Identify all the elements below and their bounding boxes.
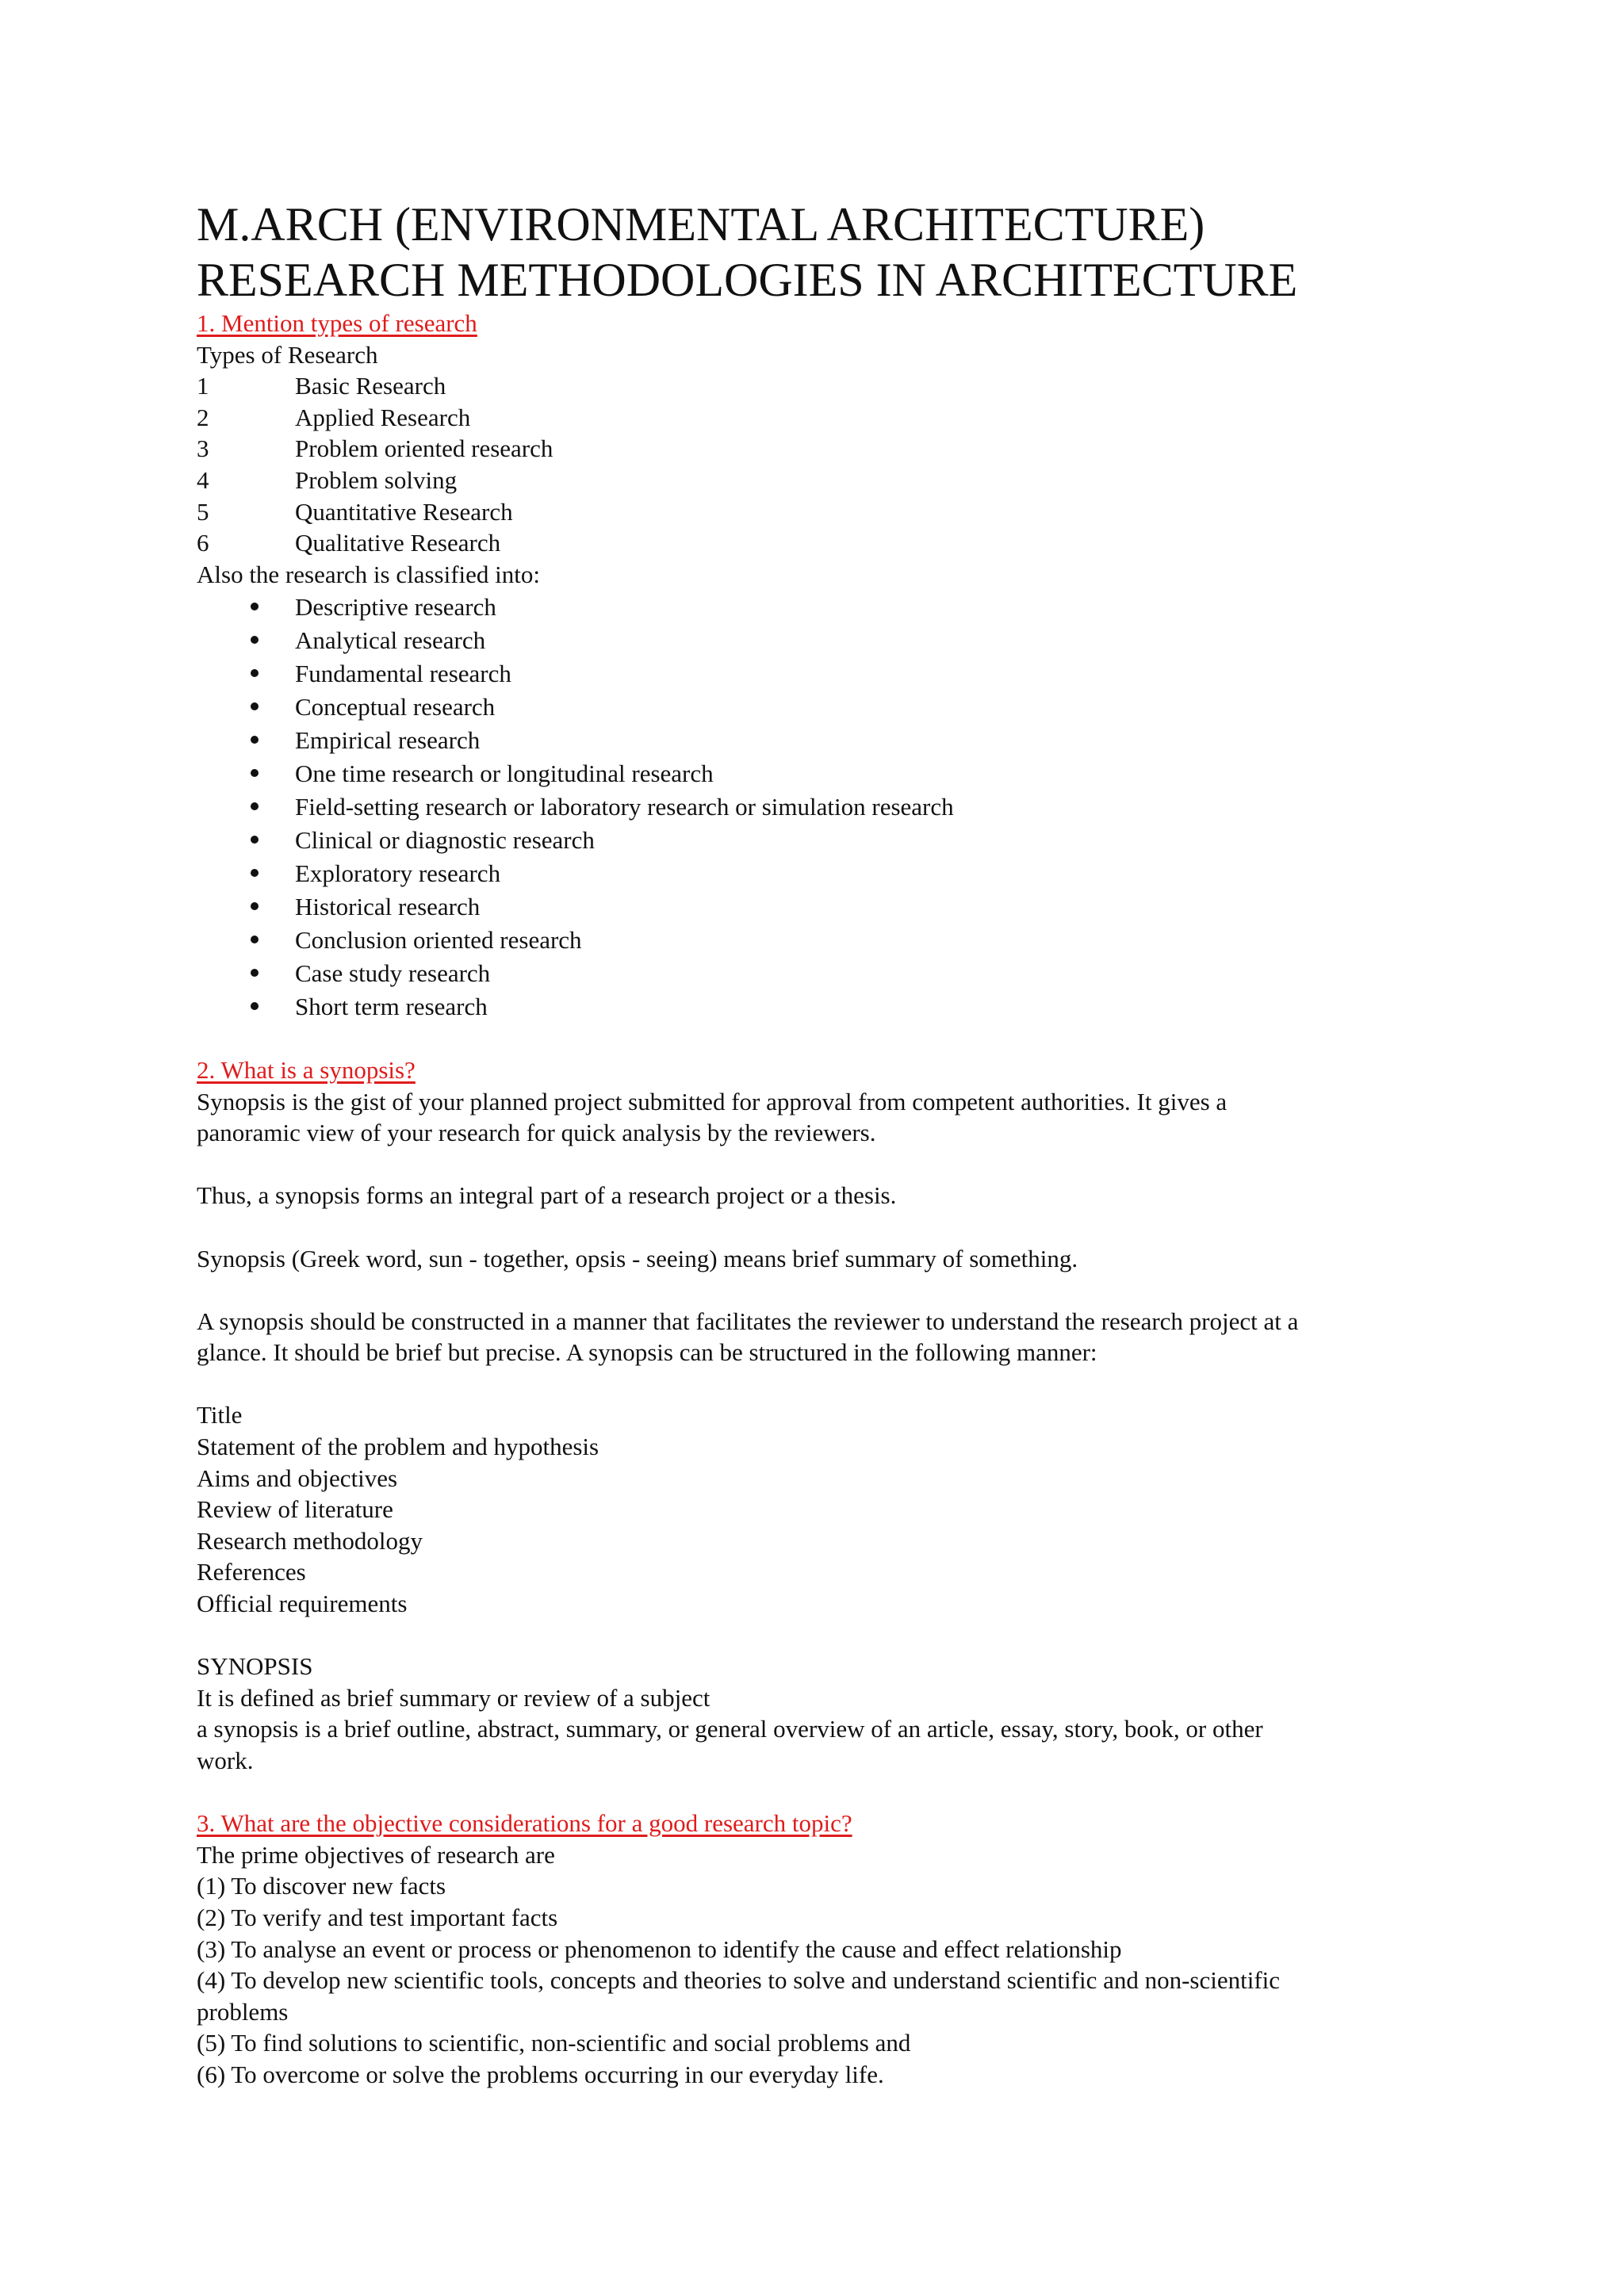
bullet-text: Conclusion oriented research (295, 925, 582, 954)
structure-item: References (197, 1558, 306, 1586)
spacer (197, 1368, 1434, 1400)
item-text: Applied Research (295, 403, 471, 431)
synopsis-paragraph-4-line-1: A synopsis should be constructed in a manner that facilitates the reviewer to understand the research project at a (197, 1307, 1299, 1335)
item-number: 6 (197, 529, 209, 557)
document-content (197, 197, 1434, 2091)
bullet-item (197, 790, 1434, 823)
objective-item-continuation: problems (197, 1997, 289, 2026)
bullet-item (197, 690, 1434, 723)
bullet-text: One time research or longitudinal research (295, 759, 714, 787)
numbered-item (197, 370, 1434, 402)
synopsis-paragraph-1-line-1: Synopsis is the gist of your planned project submitted for approval from competent authorities. It gives a (197, 1087, 1228, 1115)
bullet-item (197, 923, 1434, 956)
numbered-item (197, 496, 1434, 528)
bullet-text: Clinical or diagnostic research (295, 825, 595, 854)
item-text: Problem solving (295, 465, 458, 494)
classified-intro: Also the research is classified into: (197, 560, 541, 588)
spacer (197, 1211, 1434, 1243)
synopsis-definition-1: It is defined as brief summary or review of a subject (197, 1683, 710, 1712)
item-number: 5 (197, 497, 209, 526)
synopsis-paragraph-2: Thus, a synopsis forms an integral part of a research project or a thesis. (197, 1181, 897, 1210)
title-line-2: RESEARCH METHODOLOGIES IN ARCHITECTURE (197, 254, 1298, 306)
objective-item: (2) To verify and test important facts (197, 1903, 558, 1931)
item-number: 3 (197, 434, 209, 463)
objectives-intro: The prime objectives of research are (197, 1840, 555, 1869)
bullet-item (197, 890, 1434, 923)
synopsis-definition-2-line-1: a synopsis is a brief outline, abstract, summary, or general overview of an article, essay, story, book, or other (197, 1715, 1263, 1743)
spacer (197, 1023, 1434, 1054)
section-3-heading: 3. What are the objective considerations for a good research topic? (197, 1809, 852, 1838)
synopsis-paragraph-4-line-2: glance. It should be brief but precise. A synopsis can be structured in the following manner: (197, 1338, 1097, 1367)
bullet-text: Case study research (295, 959, 491, 987)
synopsis-paragraph-3: Synopsis (Greek word, sun - together, opsis - seeing) means brief summary of something. (197, 1244, 1078, 1272)
spacer (197, 1149, 1434, 1181)
bullet-text: Field-setting research or laboratory research or simulation research (295, 792, 954, 821)
spacer (197, 1620, 1434, 1651)
numbered-item (197, 402, 1434, 434)
bullet-item (197, 989, 1434, 1023)
structure-item: Aims and objectives (197, 1464, 398, 1492)
spacer (197, 1777, 1434, 1808)
bullet-item (197, 856, 1434, 890)
objective-item: (5) To find solutions to scientific, non-scientific and social problems and (197, 2029, 911, 2057)
section-2-heading: 2. What is a synopsis? (197, 1055, 416, 1084)
structure-item: Title (197, 1401, 243, 1429)
item-text: Problem oriented research (295, 434, 553, 463)
bullet-item (197, 590, 1434, 623)
bullet-text: Conceptual research (295, 692, 496, 721)
bullet-item (197, 656, 1434, 690)
title-line-1: M.ARCH (ENVIRONMENTAL ARCHITECTURE) (197, 198, 1205, 251)
bullet-text: Descriptive research (295, 592, 496, 621)
bullet-text: Empirical research (295, 725, 481, 754)
bullet-text: Historical research (295, 892, 481, 920)
structure-item: Statement of the problem and hypothesis (197, 1433, 599, 1461)
item-number: 2 (197, 403, 209, 431)
spacer (197, 1274, 1434, 1306)
item-text: Basic Research (295, 372, 446, 400)
bullet-item (197, 823, 1434, 856)
synopsis-caps-heading: SYNOPSIS (197, 1652, 313, 1681)
bullet-text: Short term research (295, 992, 488, 1020)
item-text: Qualitative Research (295, 529, 501, 557)
bullet-item (197, 623, 1434, 656)
section-objectives (197, 1808, 1434, 2090)
document-title (197, 197, 1434, 308)
bullet-item (197, 956, 1434, 989)
structure-item: Official requirements (197, 1590, 408, 1618)
section-1-intro: Types of Research (197, 340, 378, 369)
synopsis-paragraph-1-line-2: panoramic view of your research for quick analysis by the reviewers. (197, 1119, 876, 1147)
structure-item: Research methodology (197, 1526, 423, 1555)
structure-item: Review of literature (197, 1495, 393, 1524)
section-1-heading: 1. Mention types of research (197, 309, 477, 337)
section-types-of-research (197, 308, 1434, 1023)
numbered-item (197, 527, 1434, 559)
objective-item: (3) To analyse an event or process or phenomenon to identify the cause and effect relationship (197, 1934, 1122, 1963)
numbered-item (197, 465, 1434, 496)
item-text: Quantitative Research (295, 497, 513, 526)
bullet-text: Exploratory research (295, 859, 501, 887)
section-synopsis (197, 1054, 1434, 1777)
item-number: 4 (197, 465, 209, 494)
numbered-item (197, 433, 1434, 465)
bullet-item (197, 723, 1434, 756)
bullet-text: Fundamental research (295, 659, 511, 687)
item-number: 1 (197, 372, 209, 400)
bullet-text: Analytical research (295, 626, 486, 654)
synopsis-definition-2-line-2: work. (197, 1747, 254, 1774)
objective-item: (6) To overcome or solve the problems occurring in our everyday life. (197, 2060, 884, 2088)
bullet-item (197, 756, 1434, 790)
objective-item: (4) To develop new scientific tools, concepts and theories to solve and understand scientific and non-scientific (197, 1966, 1281, 1995)
objective-item: (1) To discover new facts (197, 1872, 446, 1900)
